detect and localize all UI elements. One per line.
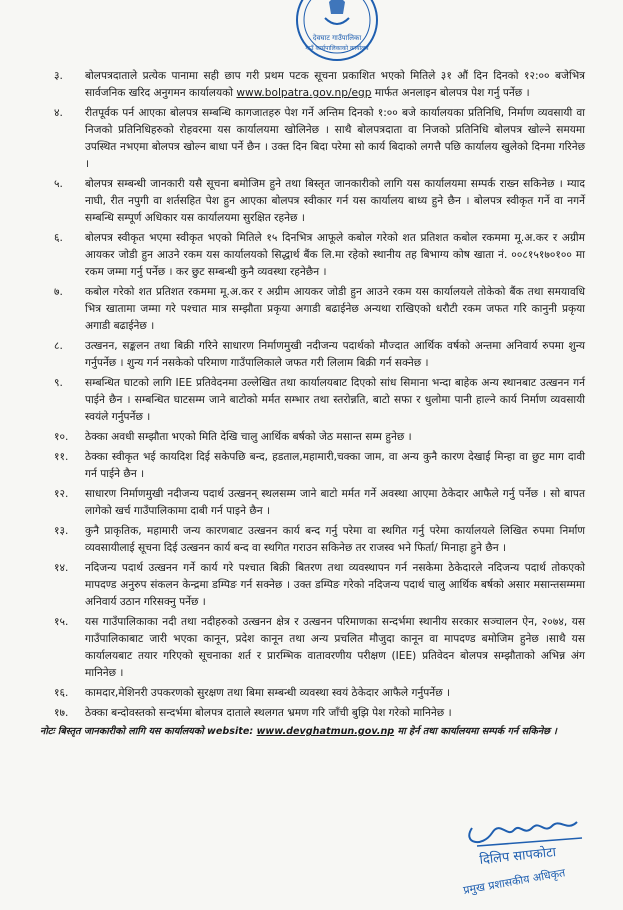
condition-number: ७.	[54, 286, 63, 298]
condition-item	[40, 560, 585, 611]
condition-text: ठेक्का बन्दोवस्तको सन्दर्भमा बोलपत्र दाताले स्थलगत भ्रमण गरि जाँची बुझि पेश गरेको मानिनेछ ।	[85, 707, 452, 719]
condition-number: ४.	[54, 107, 63, 119]
note-suffix: मा हेर्न तथा कार्यालयमा सम्पर्क गर्न सकिनेछ ।	[394, 726, 557, 737]
condition-text-post: मार्फत अनलाइन बोलपत्र पेश गर्नु पर्नेछ ।	[371, 87, 530, 99]
condition-item	[40, 523, 585, 557]
condition-item	[40, 68, 585, 102]
condition-item	[40, 685, 585, 702]
emblem-icon	[329, 0, 345, 14]
condition-text: कामदार,मेशिनरी उपकरणको सुरक्षण तथा बिमा सम्बन्धी व्यवस्था स्वयं ठेकेदार आफैले गर्नुपर्नेछ ।	[85, 687, 450, 699]
condition-text	[85, 68, 585, 102]
footer-note	[40, 725, 585, 739]
condition-text: सम्बन्धित घाटको लागि IEE प्रतिवेदनमा उल्लेखित तथा कार्यालयबाट दिएको सांध सिमाना भन्दा बाहेक अन्य स्थानबाट उत्खनन गर्न पाईने छैन । सम्बन्धित घाटसम्म जाने बाटोको मर्मत सम्भार तथा स्तरोन्नति, बाटो सफा र धुलोमा पानी हाल्ने कार्य निर्माण व्यवसायी स्वयंले गर्नुपर्नेछ ।	[85, 377, 585, 423]
condition-number: ६.	[54, 232, 63, 244]
condition-text: कुनै प्राकृतिक, महामारी जन्य कारणबाट उत्खनन कार्य बन्द गर्नु परेमा वा स्थगित गर्नु परेमा कार्यालयले लिखित रुपमा निर्माण व्यवसायीलाई सूचना दिई उत्खनन कार्य बन्द वा स्थगित गराउन सकिनेछ तर राजस्व भने फिर्ता/ मिनाहा हुने छैन ।	[85, 525, 585, 554]
bolpatra-link[interactable]: www.bolpatra.gov.np/egp	[236, 87, 372, 99]
condition-text: बोलपत्र स्वीकृत भएमा स्वीकृत भएको मितिले १५ दिनभित्र आफूले कबोल गरेको शत प्रतिशत कबोल रकममा मू.अ.कर र अग्रीम आयकर जोडी हुन आउने रकम यस कार्यालयको सिद्धार्थ बैंक लि.मा रहेको स्थानीय तह बिभाग्य कोष खाता नं. ००८१५१७०१०० मा रकम जम्मा गर्नु पर्नेछ । कर छुट सम्बन्धी कुनै व्यवस्था रहनेछैन ।	[85, 232, 585, 278]
condition-number: १७.	[54, 707, 69, 719]
condition-number: १५.	[54, 616, 69, 628]
condition-item	[40, 375, 585, 426]
condition-item	[40, 176, 585, 227]
condition-number: ५.	[54, 178, 63, 190]
condition-item	[40, 486, 585, 520]
signature-block	[452, 808, 602, 903]
condition-item	[40, 230, 585, 281]
condition-text: उत्खनन, सङ्कलन तथा बिक्री गरिने साधारण निर्माणमुखी नदीजन्य पदार्थको मौज्दात आर्थिक वर्षको अन्तमा अनिवार्य रुपमा शुन्य गर्नुपर्नेछ । शुन्य गर्न नसकेको परिमाण गाउँपालिकाले जफत गरी लिलाम बिक्री गर्न सक्नेछ ।	[85, 340, 585, 369]
condition-number: १४.	[54, 562, 69, 574]
condition-item	[40, 705, 585, 722]
condition-item	[40, 284, 585, 335]
conditions-list	[40, 68, 585, 722]
condition-item	[40, 614, 585, 682]
condition-number: १३.	[54, 525, 69, 537]
signatory-title: प्रमुख प्रशासकीय अधिकृत	[462, 866, 567, 897]
condition-text: ठेक्का स्वीकृत भई कायदिश दिई सकेपछि बन्द, हडताल,महामारी,चक्का जाम, वा अन्य कुनै कारण देखाई मिन्हा वा छुट माग दावी गर्न पाईने छैन ।	[85, 451, 585, 480]
office-seal-stamp	[285, 0, 389, 64]
condition-number: १२.	[54, 488, 69, 500]
condition-number: ८.	[54, 340, 63, 352]
condition-number: ९.	[54, 377, 63, 389]
condition-text: कबोल गरेको शत प्रतिशत रकममा मू.अ.कर र अग्रीम आयकर जोडी हुन आउने रकम यस कार्यालयले तोकेको बैंक तथा समयावधि भित्र खातामा जम्मा गरे पश्चात मात्र सम्झौता प्रकृया अगाडी बढाईनेछ अन्यथा राखिएको धरौटी रकम जफत गरि कानुनी प्रकृया अगाडी बढाईनेछ ।	[85, 286, 585, 332]
condition-number: १०.	[54, 431, 69, 443]
condition-text: रीतपूर्वक पर्न आएका बोलपत्र सम्बन्धि कागजातहरु पेश गर्ने अन्तिम दिनको १:०० बजे कार्यालयका प्रतिनिधि, निर्माण व्यवसायी वा निजको प्रतिनिधिहरुको रोहवरमा यस कार्यालयमा खोलिनेछ । साथै बोलपत्रदाता वा निजको प्रतिनिधि बोलपत्र खोल्ने समयमा उपस्थित नभएमा बोलपत्र खोल्न बाधा पर्ने छैन । उक्त दिन बिदा परेमा सो कार्य बिदाको लगत्तै पछि कार्यालय खुलेको दिनमा गरिनेछ ।	[85, 107, 585, 170]
condition-text: नदिजन्य पदार्थ उत्खनन गर्ने कार्य गरे पश्चात बिक्री बितरण तथा व्यवस्थापन गर्न नसकेमा ठेकेदारले नदिजन्य पदार्थ तोकएको मापदण्ड अनुरुप संकलन केन्द्रमा डम्पिङ गर्न सक्नेछ । उक्त डम्पिङ गरेको नदिजन्य पदार्थ चालु आर्थिक बर्षको असार मसान्तसम्ममा अनिवार्य उठान गरिसक्नु पर्नेछ ।	[85, 562, 585, 608]
condition-item	[40, 429, 585, 446]
condition-number: ११.	[54, 451, 69, 463]
website-link[interactable]: www.devghatmun.gov.np	[256, 726, 395, 737]
seal-text-1: देवघाट गाउँपालिका	[312, 34, 362, 42]
condition-text: यस गाउँपालिकाका नदी तथा नदीहरुको उत्खनन क्षेत्र र उत्खनन परिमाणका सन्दर्भमा स्थानीय सरकार सञ्चालन ऐन, २०७४, यस गाउँपालिकाबाट जारी भएका कानून, प्रदेश कानून तथा अन्य प्रचलित मौजुदा कानून वा मापदण्ड बमोजिम हुनेछ ।साथै यस कार्यालयबाट तयार गरिएको सूचनाका शर्त र प्रारम्भिक वातावरणीय परीक्षण (IEE) प्रतिवेदन बोलपत्र सम्झौताको अभिन्न अंग मानिनेछ ।	[85, 616, 585, 679]
condition-text: साधारण निर्माणमुखी नदीजन्य पदार्थ उत्खनन् स्थलसम्म जाने बाटो मर्मत गर्ने अवस्था आएमा ठेकेदार आफैले गर्नु पर्नेछ । सो बापत लागेको खर्च गाउँपालिकामा दाबी गर्न पाइने छैन ।	[85, 488, 585, 517]
condition-item	[40, 449, 585, 483]
seal-text-2: गाउँ कार्यपालिकाको कार्यालय	[305, 45, 369, 52]
condition-item	[40, 338, 585, 372]
condition-number: ३.	[54, 70, 63, 82]
condition-text: ठेक्का अवधी सम्झौता भएको मिति देखि चालु आर्थिक बर्षको जेठ मसान्त सम्म हुनेछ ।	[85, 431, 412, 443]
condition-item	[40, 105, 585, 173]
condition-text-pre: बोलपत्रदाताले प्रत्येक पानामा सही छाप गरी प्रथम पटक सूचना प्रकाशित भएको मितिले ३१ औं दिन दिनको १२:०० बजेभित्र सार्वजनिक खरिद अनुगमन कार्यालयको	[85, 70, 585, 99]
notice-body	[40, 68, 585, 739]
note-prefix: नोटः बिस्तृत जानकारीको लागि यस कार्यालयको website:	[40, 726, 257, 737]
condition-number: १६.	[54, 687, 69, 699]
condition-text: बोलपत्र सम्बन्धी जानकारी यसै सूचना बमोजिम हुने तथा बिस्तृत जानकारीको लागि यस कार्यालयमा सम्पर्क राख्न सकिनेछ । म्याद नाघी, रीत नपुगी वा शर्तसहित पेश हुन आएका बोलपत्र स्वीकार गर्न यस कार्यालय बाध्य हुने छैन । बोलपत्र स्वीकृत गर्ने वा नगर्ने सम्बन्धि सम्पूर्ण अधिकार यस कार्यालयमा सुरक्षित रहनेछ ।	[85, 178, 585, 224]
signatory-name: दिलिप सापकोटा	[478, 845, 557, 868]
